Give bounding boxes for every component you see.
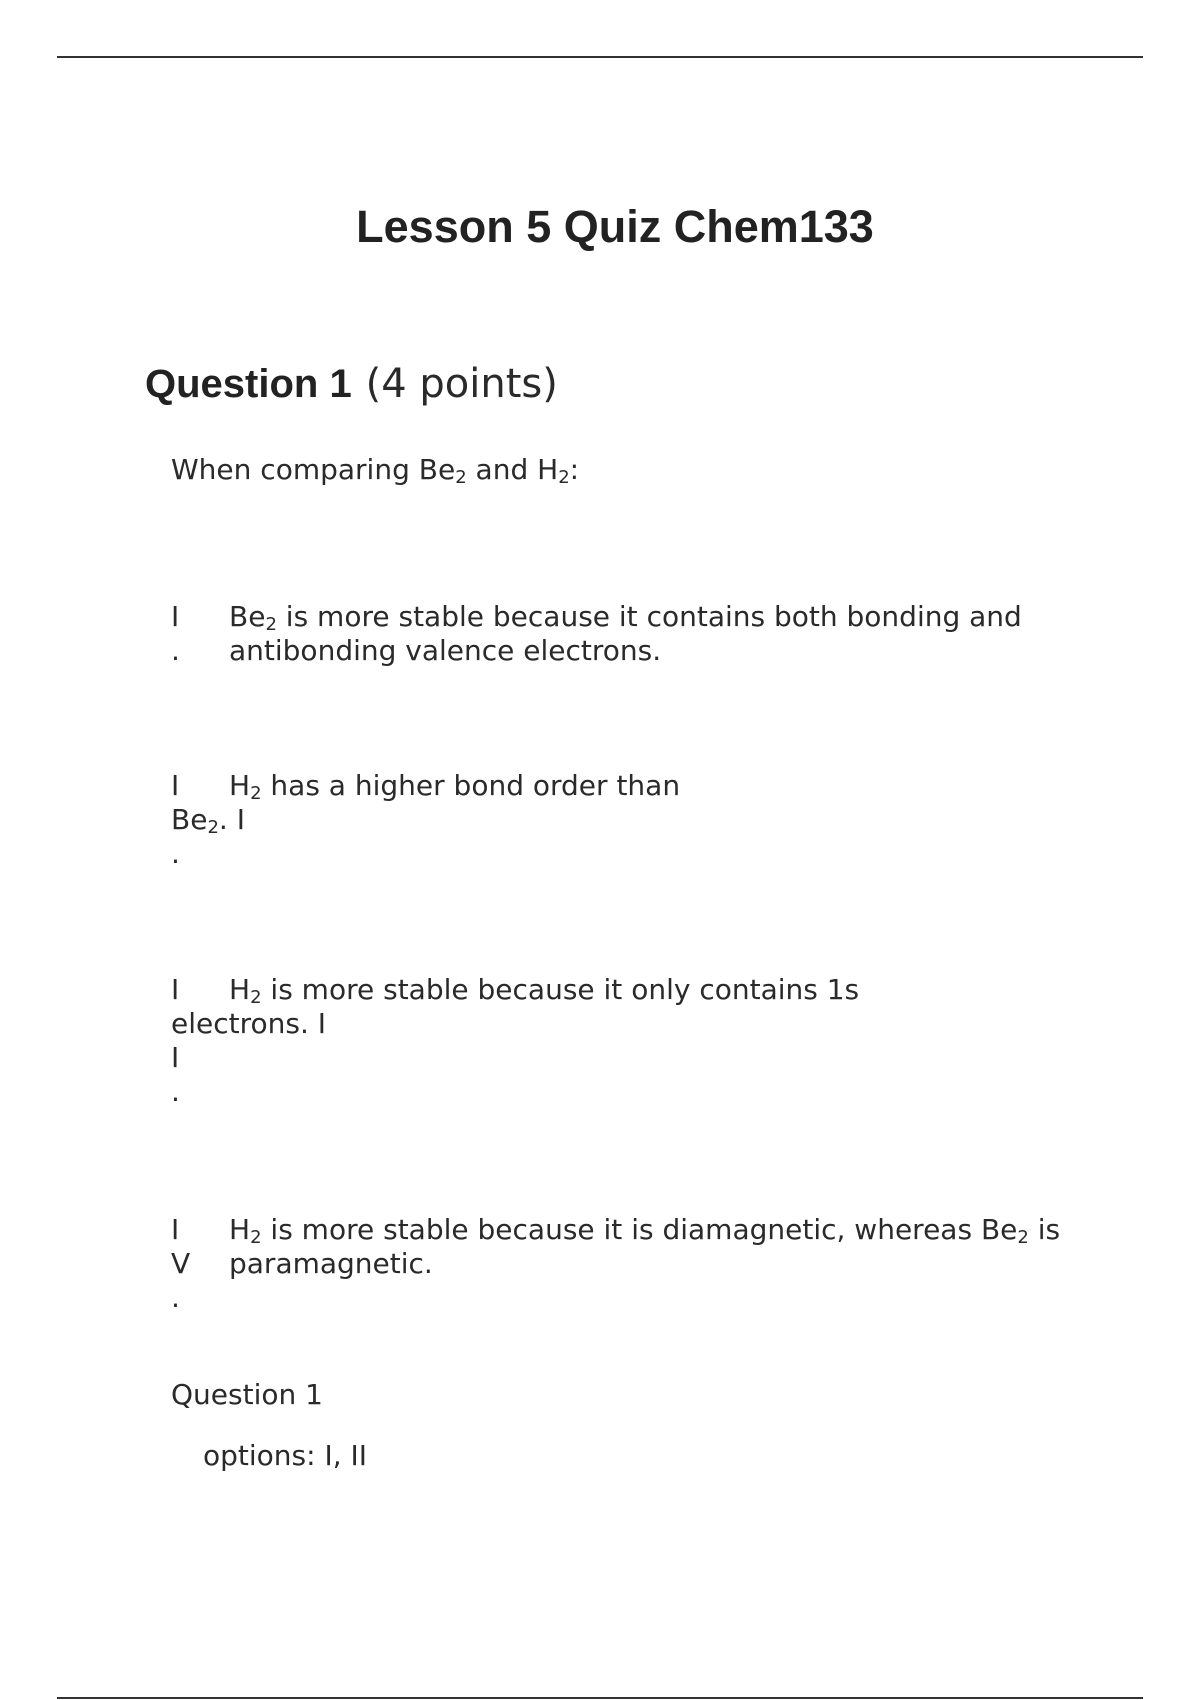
statement-3-trailing-mark-1: I	[171, 1041, 180, 1074]
question-number: Question 1	[145, 362, 352, 406]
statement-2-text-line1: $H_2$ has a higher bond order than	[229, 769, 681, 804]
statement-1-text: $Be_2$ is more stable because it contains both bonding and antibonding valence electrons.	[229, 600, 1022, 667]
question-prompt: When comparing $Be_2$ and $H_2$:	[171, 453, 580, 488]
statement-2-trailing-mark: .	[171, 837, 180, 870]
statement-3-marker: I	[171, 973, 180, 1006]
statement-4-text: $H_2$ is more stable because it is diamagnetic, whereas $Be_2$ is paramagnetic.	[229, 1213, 1061, 1280]
statement-1-marker: I .	[171, 600, 180, 667]
document-title: Lesson 5 Quiz Chem133	[356, 201, 874, 252]
statement-3-text-line1: $H_2$ is more stable because it only contains 1s	[229, 973, 860, 1008]
statement-4-marker: I V .	[171, 1213, 191, 1314]
statement-3-text-line2: electrons. I	[171, 1007, 327, 1040]
question-points: (4 points)	[365, 361, 558, 407]
top-rule	[57, 56, 1143, 58]
statement-2-marker: I	[171, 769, 180, 802]
answer-options: options: I, II	[203, 1439, 368, 1472]
answer-label: Question 1	[171, 1378, 323, 1411]
bottom-rule	[57, 1697, 1143, 1699]
statement-3-trailing-mark-2: .	[171, 1075, 180, 1108]
question-heading	[145, 360, 558, 408]
statement-2-text-line2: $Be_2$. I	[171, 803, 245, 838]
